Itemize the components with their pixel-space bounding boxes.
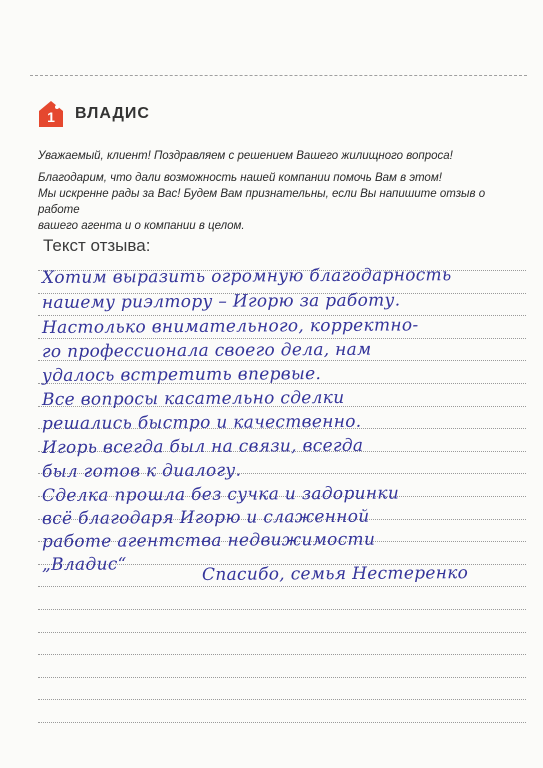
review-line: Хотим выразить огромную благодарность <box>41 265 452 288</box>
review-line: решались быстро и качественно. <box>41 411 362 434</box>
ruled-line <box>38 654 526 655</box>
ruled-line <box>38 338 526 339</box>
intro-text <box>38 148 508 234</box>
ruled-line <box>38 677 526 678</box>
review-line: удалось встретить впервые. <box>41 364 322 386</box>
review-line: Настолько внимательного, корректно- <box>41 315 419 338</box>
thanks-line: Благодарим, что дали возможность нашей компании помочь Вам в этом! <box>38 172 442 184</box>
review-line: работе агентства недвижимости <box>41 529 376 552</box>
review-line: Сделка прошла без сучка и задоринки <box>41 483 400 506</box>
top-divider <box>30 75 527 76</box>
request-line: Мы искренне рады за Вас! Будем Вам признательны, если Вы напишите отзыв о работе <box>38 188 486 216</box>
ruled-line <box>38 699 526 700</box>
greeting-line: Уважаемый, клиент! Поздравляем с решением Вашего жилищного вопроса! <box>38 150 453 162</box>
review-line: нашему риэлтору – Игорю за работу. <box>41 290 401 313</box>
review-line: был готов к диалогу. <box>41 460 242 482</box>
house-logo-icon <box>38 100 64 128</box>
ruled-line <box>38 586 526 587</box>
review-heading: Текст отзыва: <box>43 236 151 255</box>
review-line: Все вопросы касательно сделки <box>41 387 345 410</box>
review-signature: Спасибо, семья Нестеренко <box>201 563 469 585</box>
review-line: „Владис“ <box>41 554 127 575</box>
ruled-line <box>38 722 526 723</box>
ruled-line <box>38 632 526 633</box>
review-line: го профессионала своего дела, нам <box>41 339 372 362</box>
review-line: всё благодаря Игорю и слаженной <box>41 506 370 529</box>
ruled-line <box>38 609 526 610</box>
brand-logo <box>38 100 150 128</box>
brand-name: ВЛАДИС <box>75 105 150 122</box>
svg-text:1: 1 <box>47 109 55 125</box>
request-line-2: вашего агента и о компании в целом. <box>38 220 245 232</box>
review-line: Игорь всегда был на связи, всегда <box>41 435 364 458</box>
